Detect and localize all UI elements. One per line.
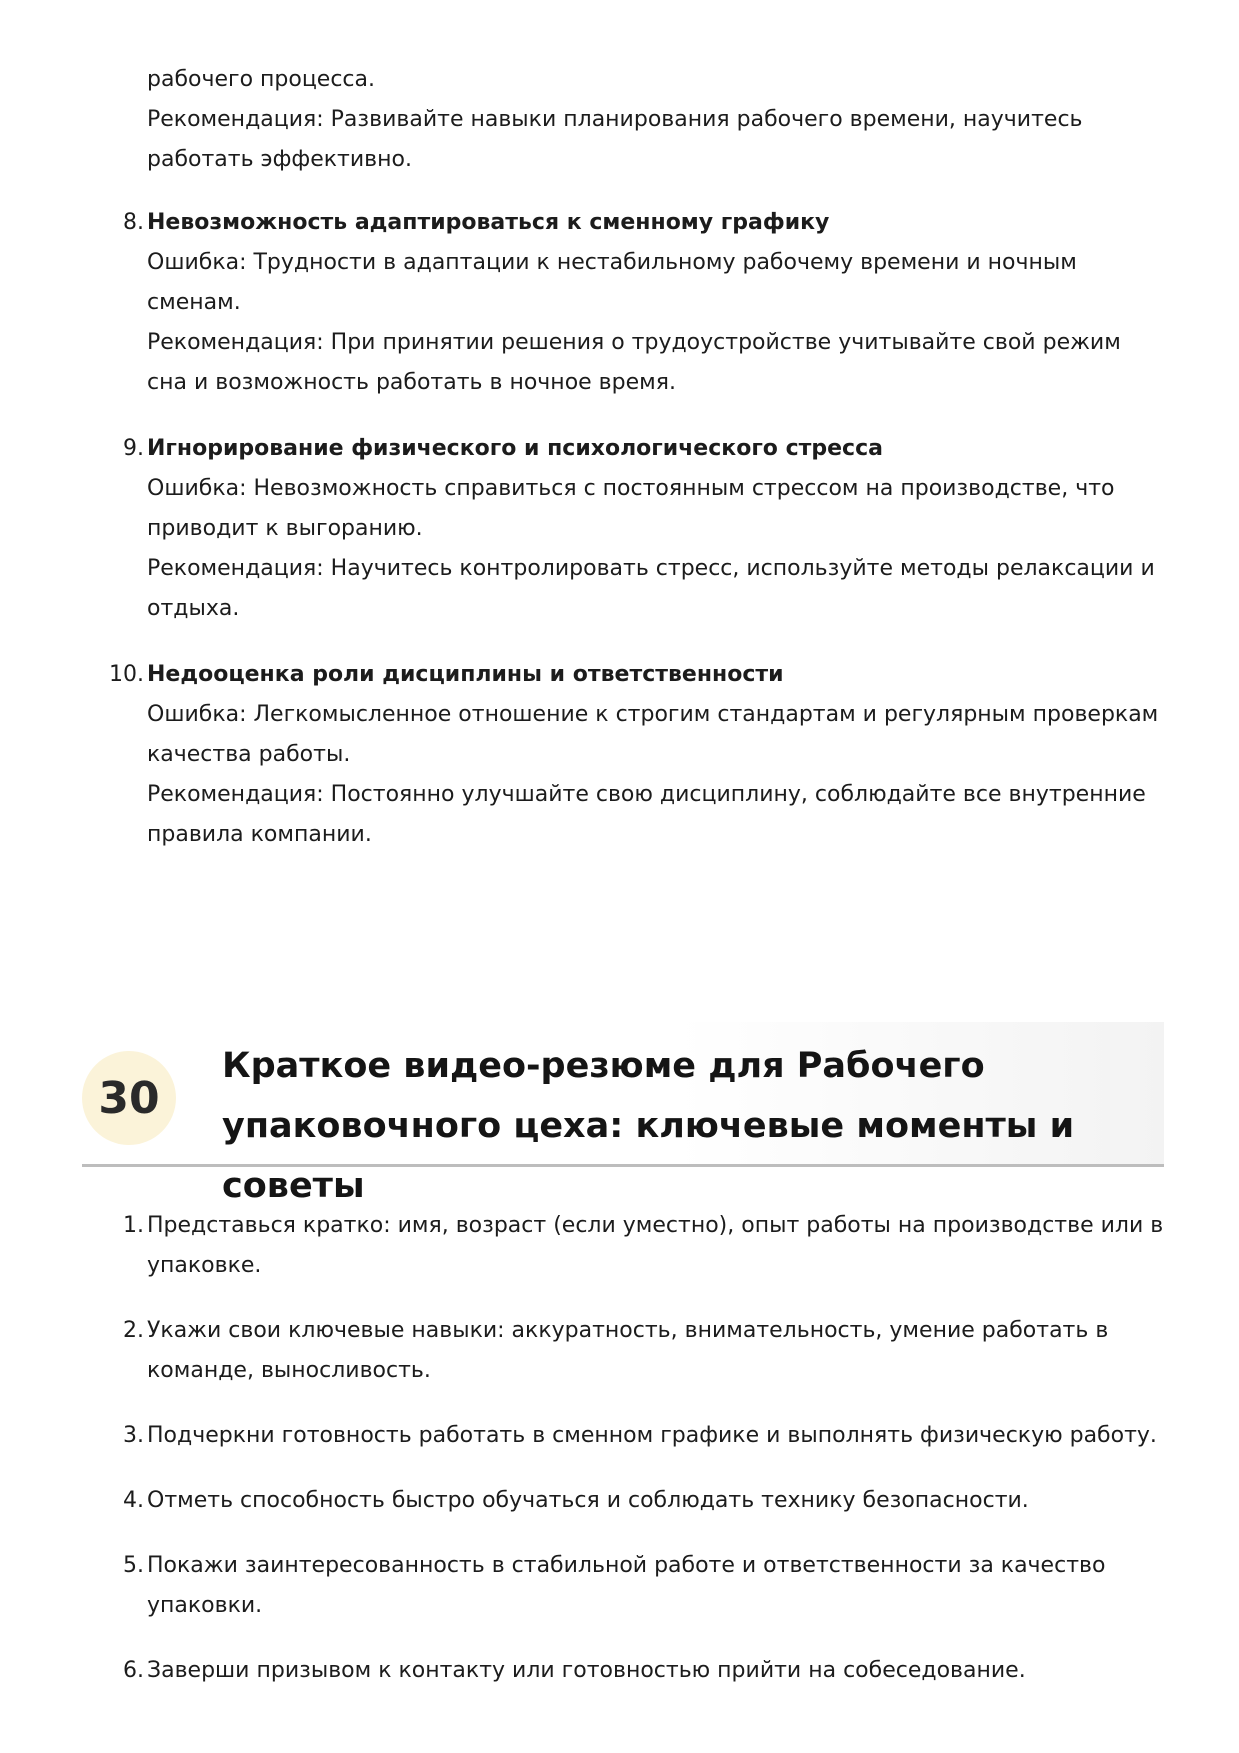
item-error: Ошибка: Легкомысленное отношение к строгим стандартам и регулярным проверкам качества работы. xyxy=(147,702,1159,767)
list-item xyxy=(123,1311,1167,1391)
item-error: Ошибка: Невозможность справиться с постоянным стрессом на производстве, что приводит к выгоранию. xyxy=(147,476,1115,541)
section-title: Краткое видео-резюме для Рабочего упаковочного цеха: ключевые моменты и советы xyxy=(222,1046,1075,1206)
item-number: 1. xyxy=(123,1213,144,1238)
list-item xyxy=(123,1206,1167,1286)
continuation-line: рабочего процесса. xyxy=(147,67,376,92)
list-item xyxy=(123,429,1167,629)
item-number: 3. xyxy=(123,1423,144,1448)
continuation-block xyxy=(147,60,1167,180)
item-number: 5. xyxy=(123,1553,144,1578)
section-header xyxy=(82,1022,1164,1206)
item-text: Отметь способность быстро обучаться и соблюдать технику безопасности. xyxy=(147,1488,1029,1513)
item-recommendation: Рекомендация: Научитесь контролировать стресс, используйте методы релаксации и отдыха. xyxy=(147,556,1155,621)
item-text: Представься кратко: имя, возраст (если уместно), опыт работы на производстве или в упаковке. xyxy=(147,1213,1164,1278)
item-text: Заверши призывом к контакту или готовностью прийти на собеседование. xyxy=(147,1658,1026,1683)
item-recommendation: Рекомендация: При принятии решения о трудоустройстве учитывайте свой режим сна и возможность работать в ночное время. xyxy=(147,330,1121,395)
item-number: 2. xyxy=(123,1318,144,1343)
item-number: 8. xyxy=(123,210,144,235)
item-title: Невозможность адаптироваться к сменному графику xyxy=(147,210,830,235)
list-item xyxy=(123,1481,1167,1521)
item-text: Покажи заинтересованность в стабильной работе и ответственности за качество упаковки. xyxy=(147,1553,1106,1618)
list-item xyxy=(123,1546,1167,1626)
item-text: Подчеркни готовность работать в сменном графике и выполнять физическую работу. xyxy=(147,1423,1157,1448)
item-title: Игнорирование физического и психологического стресса xyxy=(147,436,883,461)
item-number: 6. xyxy=(123,1658,144,1683)
item-recommendation: Рекомендация: Постоянно улучшайте свою дисциплину, соблюдайте все внутренние правила компании. xyxy=(147,782,1146,847)
item-number: 4. xyxy=(123,1488,144,1513)
list-item xyxy=(123,1416,1167,1456)
item-title: Недооценка роли дисциплины и ответственности xyxy=(147,662,784,687)
continuation-recommendation: Рекомендация: Развивайте навыки планирования рабочего времени, научитесь работать эффективно. xyxy=(147,107,1083,172)
section-number-badge: 30 xyxy=(82,1051,176,1145)
mistakes-list xyxy=(109,203,1167,881)
item-number: 9. xyxy=(123,436,144,461)
list-item xyxy=(109,655,1167,855)
list-item xyxy=(123,1651,1167,1691)
tips-list xyxy=(123,1206,1167,1716)
item-text: Укажи свои ключевые навыки: аккуратность, внимательность, умение работать в команде, выносливость. xyxy=(147,1318,1109,1383)
list-item xyxy=(123,203,1167,403)
item-number: 10. xyxy=(109,662,144,687)
item-error: Ошибка: Трудности в адаптации к нестабильному рабочему времени и ночным сменам. xyxy=(147,250,1077,315)
